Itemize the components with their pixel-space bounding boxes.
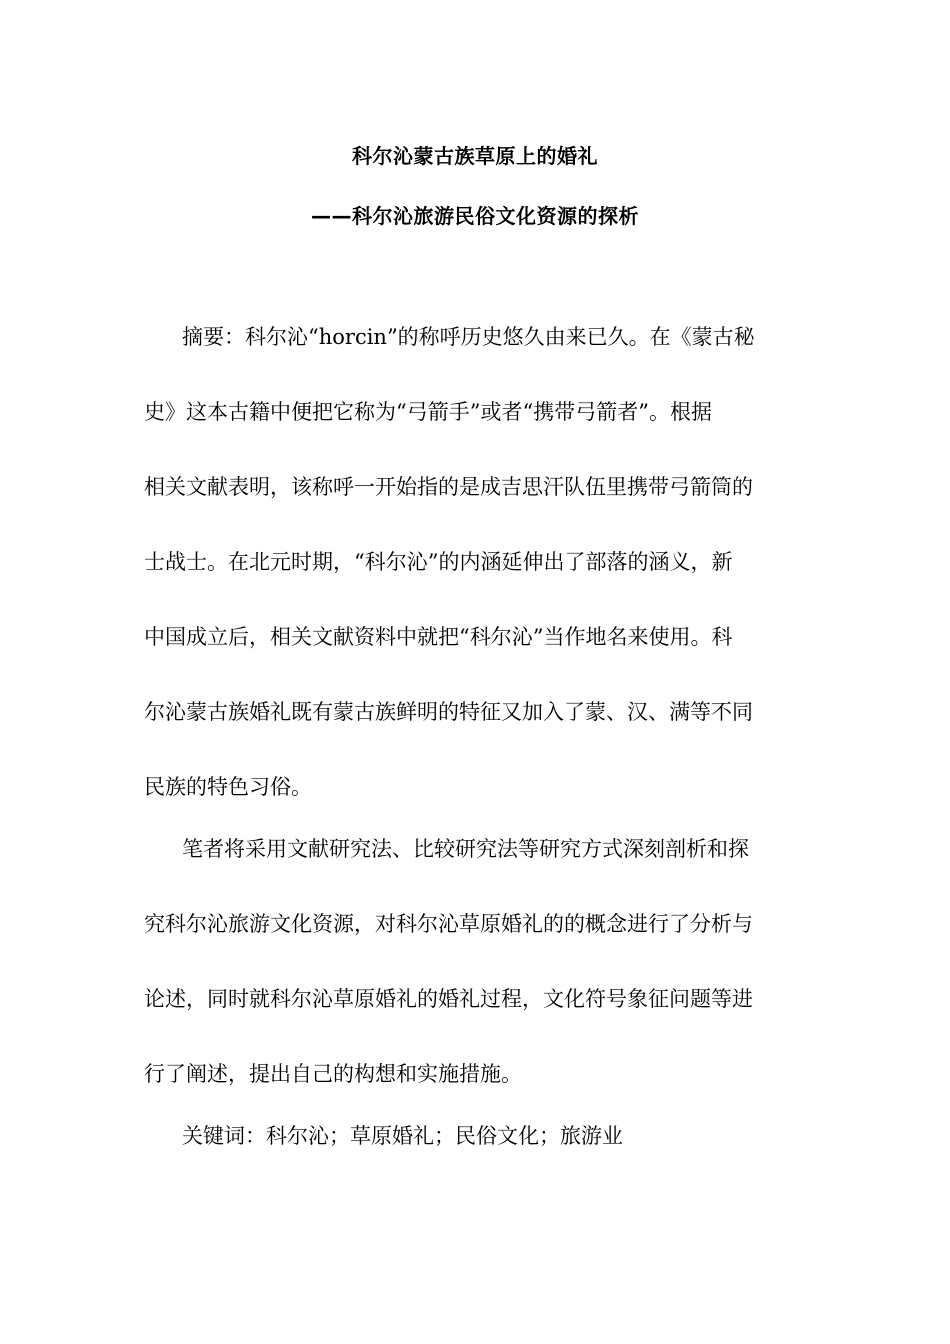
paragraph-line: 笔者将采用文献研究法、比较研究法等研究方式深刻剖析和探	[182, 837, 749, 861]
paragraph-line: 究科尔沁旅游文化资源，对科尔沁草原婚礼的的概念进行了分析与	[144, 912, 753, 936]
abstract-line: 摘要：科尔沁“horcin”的称呼历史悠久由来已久。在《蒙古秘	[182, 325, 755, 349]
abstract-line: 相关文献表明，该称呼一开始指的是成吉思汗队伍里携带弓箭筒的	[144, 475, 753, 499]
paragraph-line: 行了阐述，提出自己的构想和实施措施。	[144, 1062, 522, 1086]
document-title: 科尔沁蒙古族草原上的婚礼	[352, 144, 598, 168]
keywords-line: 关键词：科尔沁；草原婚礼；民俗文化；旅游业	[182, 1124, 623, 1148]
paragraph-line: 论述，同时就科尔沁草原婚礼的婚礼过程，文化符号象征问题等进	[144, 987, 753, 1011]
document-subtitle: ——科尔沁旅游民俗文化资源的探析	[311, 204, 639, 228]
abstract-line: 士战士。在北元时期，“科尔沁”的内涵延伸出了部落的涵义，新	[144, 550, 733, 574]
abstract-line: 史》这本古籍中便把它称为“弓箭手”或者“携带弓箭者”。根据	[144, 400, 712, 424]
abstract-line: 中国成立后，相关文献资料中就把“科尔沁”当作地名来使用。科	[144, 625, 733, 649]
abstract-line: 尔沁蒙古族婚礼既有蒙古族鲜明的特征又加入了蒙、汉、满等不同	[144, 700, 753, 724]
abstract-line: 民族的特色习俗。	[144, 775, 312, 799]
